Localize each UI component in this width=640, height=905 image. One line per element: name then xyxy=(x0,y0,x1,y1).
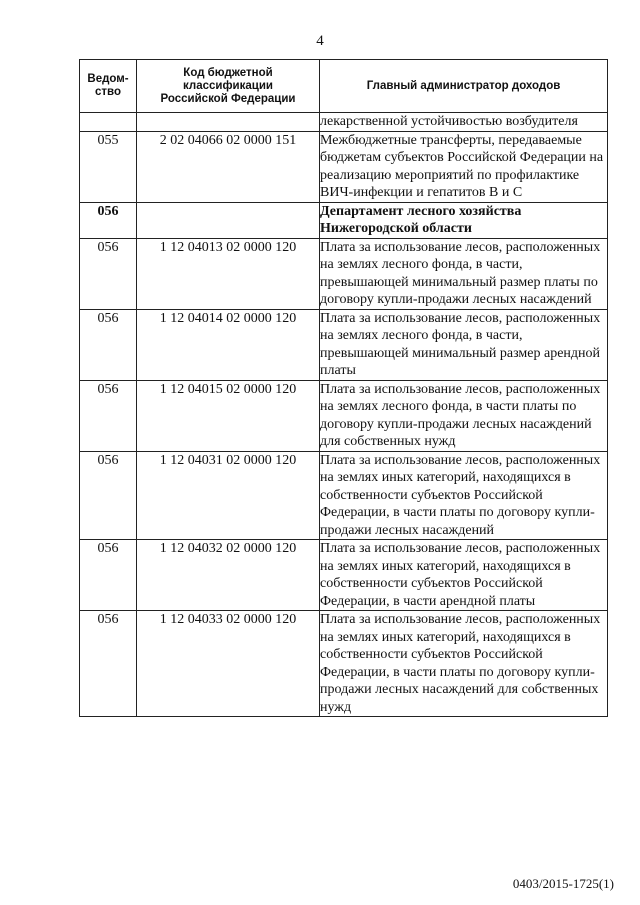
table-header-row xyxy=(80,60,608,113)
document-footer-code: 0403/2015-1725(1) xyxy=(512,876,614,891)
administrator-cell: Плата за использование лесов, расположенных на землях лесного фонда, в части, превышающей минимальный размер арендной платы xyxy=(320,309,608,380)
budget-code-cell: 1 12 04015 02 0000 120 xyxy=(137,380,320,451)
administrator-cell: Плата за использование лесов, расположенных на землях иных категорий, находящихся в собственности субъектов Российской Федерации, в части арендной платы xyxy=(320,540,608,611)
table-body xyxy=(80,113,608,717)
department-cell xyxy=(80,113,137,132)
budget-code-cell: 1 12 04032 02 0000 120 xyxy=(137,540,320,611)
department-cell: 055 xyxy=(80,131,137,202)
budget-code-cell xyxy=(137,202,320,238)
administrator-cell: Плата за использование лесов, расположенных на землях лесного фонда, в части, превышающей минимальный размер платы по договору купли-продажи лесных насаждений xyxy=(320,238,608,309)
budget-code-cell: 1 12 04031 02 0000 120 xyxy=(137,451,320,540)
administrator-cell: Плата за использование лесов, расположенных на землях иных категорий, находящихся в собственности субъектов Российской Федерации, в части платы по договору купли-продажи лесных насаждений xyxy=(320,451,608,540)
table-row xyxy=(80,202,608,238)
department-cell: 056 xyxy=(80,611,137,717)
budget-revenue-table xyxy=(79,59,608,717)
budget-code-cell xyxy=(137,113,320,132)
budget-code-cell: 1 12 04013 02 0000 120 xyxy=(137,238,320,309)
table-row xyxy=(80,238,608,309)
table-row xyxy=(80,451,608,540)
administrator-cell: лекарственной устойчивостью возбудителя xyxy=(320,113,608,132)
department-cell: 056 xyxy=(80,380,137,451)
page-number: 4 xyxy=(316,33,324,49)
administrator-cell: Плата за использование лесов, расположенных на землях лесного фонда, в части платы по договору купли-продажи лесных насаждений для собственных нужд xyxy=(320,380,608,451)
header-administrator: Главный администратор доходов xyxy=(320,60,608,113)
budget-code-cell: 1 12 04014 02 0000 120 xyxy=(137,309,320,380)
department-cell: 056 xyxy=(80,451,137,540)
table-row xyxy=(80,131,608,202)
table-row xyxy=(80,611,608,717)
department-cell: 056 xyxy=(80,238,137,309)
budget-code-cell: 1 12 04033 02 0000 120 xyxy=(137,611,320,717)
department-cell: 056 xyxy=(80,540,137,611)
administrator-cell: Департамент лесного хозяйства Нижегородской области xyxy=(320,202,608,238)
administrator-cell: Межбюджетные трансферты, передаваемые бюджетам субъектов Российской Федерации на реализацию мероприятий по профилактике ВИЧ-инфекции и гепатитов В и С xyxy=(320,131,608,202)
header-budget-code: Код бюджетной классификации Российской Федерации xyxy=(137,60,320,113)
table-row xyxy=(80,309,608,380)
department-cell: 056 xyxy=(80,309,137,380)
header-department: Ведом- ство xyxy=(80,60,137,113)
table-row xyxy=(80,540,608,611)
table-row xyxy=(80,380,608,451)
budget-code-cell: 2 02 04066 02 0000 151 xyxy=(137,131,320,202)
department-cell: 056 xyxy=(80,202,137,238)
administrator-cell: Плата за использование лесов, расположенных на землях иных категорий, находящихся в собственности субъектов Российской Федерации, в части платы по договору купли-продажи лесных насаждений для собственных нужд xyxy=(320,611,608,717)
table-row xyxy=(80,113,608,132)
